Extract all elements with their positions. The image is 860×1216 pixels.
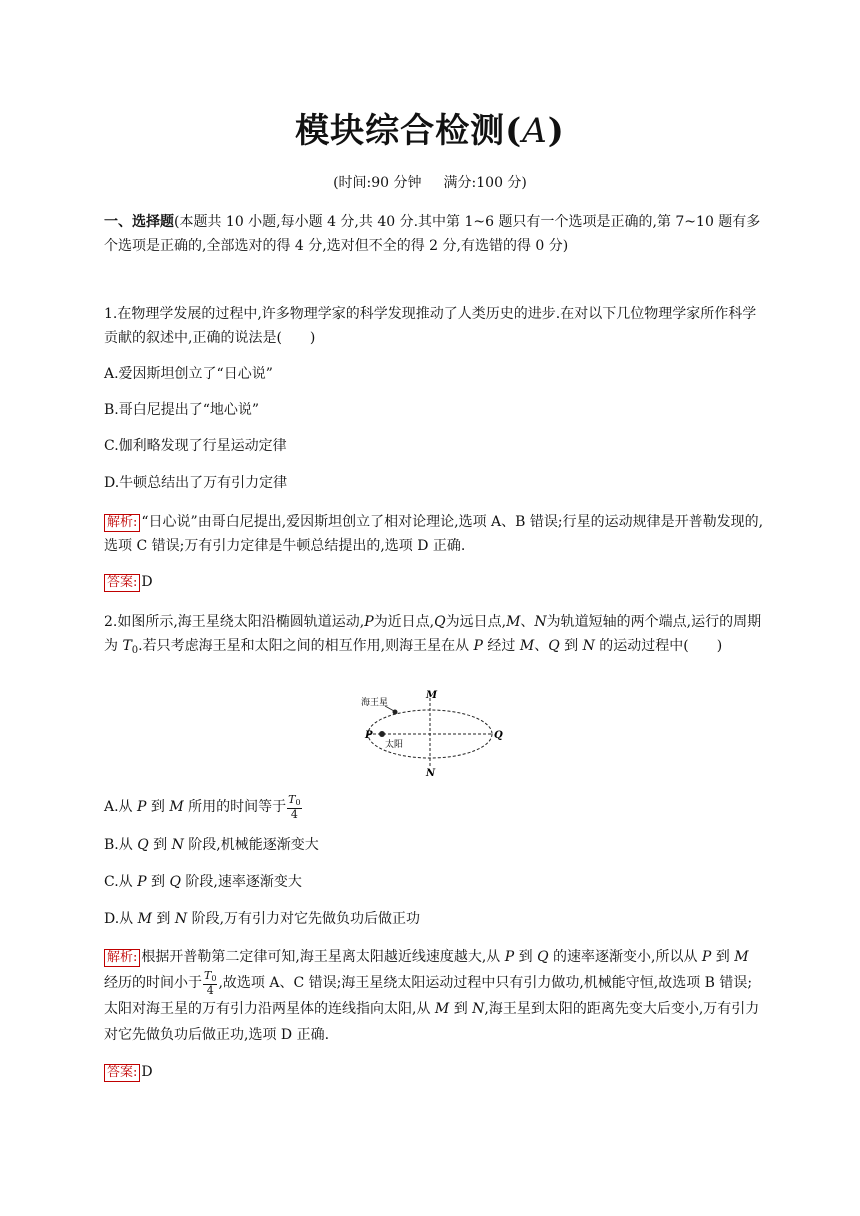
point-q-label: Q — [494, 730, 503, 741]
q2-analysis: 解析: 根据开普勒第二定律可知,海王星离太阳越近线速度越大,从 P 到 Q 的速率逐渐变小,所以从 P 到 M 经历的时间小于 $\frac{T_0}{4}$ ,故选项 A、C 错误;海王星绕太阳运动过程中只有引力做功,机械能守恒,故选项 B 错误;太阳对海王星的万有引力沿两星体的连线指向太阳,从 M 到 N,海王星到太阳的距离先变大后变小,万有引力对它先做负功后做正功,选项 D 正确. — [104, 949, 760, 1043]
q2-option-c: C.从 P 到 Q 阶段,速率逐渐变大 — [104, 874, 302, 890]
section-description: (本题共 10 小题,每小题 4 分,共 40 分.其中第 1~6 题只有一个选项是正确的,第 7~10 题有多个选项是正确的,全部选对的得 4 分,选对但不全的得 2 分,有选错的得 0 分) — [104, 214, 761, 254]
orbit-diagram — [355, 688, 505, 778]
q2-option-d: D.从 M 到 N 阶段,万有引力对它先做负功后做正功 — [104, 911, 421, 927]
q2-answer-value: D — [141, 1064, 153, 1080]
q1-option-d: D.牛顿总结出了万有引力定律 — [104, 475, 288, 491]
q1-option-b: B.哥白尼提出了“地心说” — [104, 402, 260, 418]
q1-analysis-text: “日心说”由哥白尼提出,爱因斯坦创立了相对论理论,选项 A、B 错误;行星的运动规律是开普勒发现的,选项 C 错误;万有引力定律是牛顿总结提出的,选项 D 正确. — [104, 514, 764, 554]
title-text: 模块综合检测 — [295, 111, 506, 151]
q1-option-a: A.爱因斯坦创立了“日心说” — [104, 366, 273, 382]
section-instructions — [104, 210, 764, 258]
section-heading: 一、选择题 — [104, 214, 174, 230]
point-p-label: P — [365, 730, 373, 741]
planet-label: 海王星 — [361, 698, 389, 708]
q2-option-a: A.从 P 到 M 所用的时间等于 $\frac{T_0}{4}$ — [104, 793, 301, 821]
answer-label: 答案: — [104, 1064, 140, 1082]
q2-stem: 2.如图所示,海王星绕太阳沿椭圆轨道运动,P为近日点,Q为远日点,M、N为轨道短轴的两个端点,运行的周期为 $T_0$.若只考虑海王星和太阳之间的相互作用,则海王星在从 P 经过 M、Q 到 N 的运动过程中( ) — [104, 614, 762, 656]
q2-option-b: B.从 Q 到 N 阶段,机械能逐渐变大 — [104, 837, 319, 853]
q1-stem: 1.在物理学发展的过程中,许多物理学家的科学发现推动了人类历史的进步.在对以下几位物理学家所作科学贡献的叙述中,正确的说法是( ) — [104, 306, 757, 346]
fraction-t0-over-4: $\frac{T_0}{4}$ — [288, 793, 301, 821]
title-suffix: A — [522, 111, 548, 151]
time-limit: (时间:90 分钟 — [333, 175, 422, 191]
full-score: 满分:100 分) — [443, 175, 527, 191]
point-n-label: N — [426, 768, 436, 778]
sun-label: 太阳 — [385, 740, 404, 750]
q1-analysis — [104, 510, 764, 558]
analysis-label: 解析: — [104, 514, 140, 532]
page-title: 模块综合检测(A) — [295, 111, 565, 151]
q1-option-c: C.伽利略发现了行星运动定律 — [104, 438, 287, 454]
fraction-t0-over-4: $\frac{T_0}{4}$ — [204, 969, 217, 997]
point-m-label: M — [426, 690, 438, 701]
q1-answer — [104, 572, 153, 592]
q1-answer-value: D — [141, 574, 153, 590]
answer-label: 答案: — [104, 574, 140, 592]
sun-icon — [379, 731, 385, 737]
exam-info — [0, 172, 860, 192]
q2-answer — [104, 1062, 153, 1082]
analysis-label: 解析: — [104, 949, 140, 967]
